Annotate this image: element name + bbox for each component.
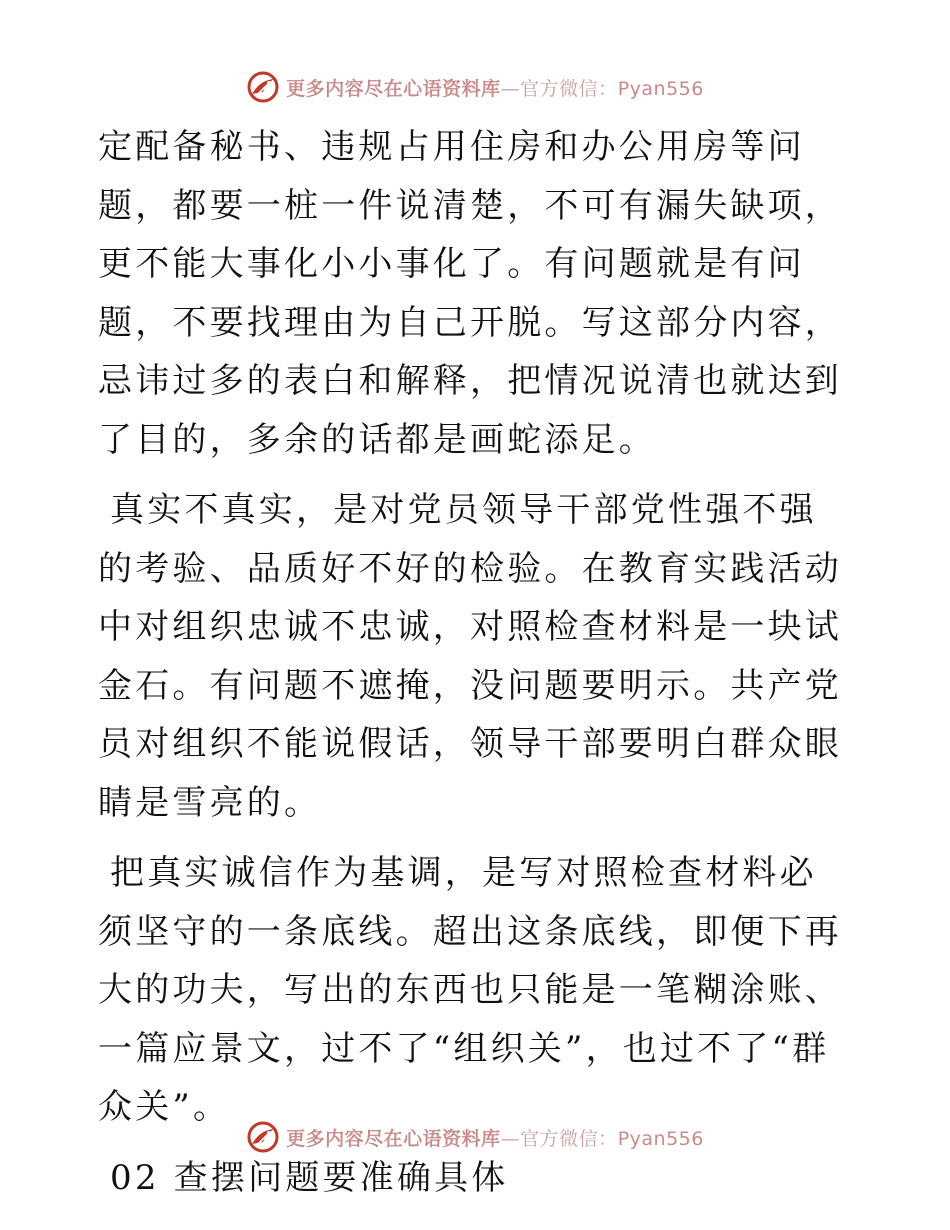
header-wechat-label: 官方微信：	[520, 77, 618, 100]
header-watermark-banner	[0, 70, 950, 104]
paragraph-2: 真实不真实，是对党员领导干部党性强不强的考验、品质好不好的检验。在教育实践活动中对组织忠诚不忠诚，对照检查材料是一块试金石。有问题不遮掩，没问题要明示。共产党员对组织不能说假话，领导干部要明白群众眼睛是雪亮的。	[98, 490, 842, 823]
footer-banner-text	[286, 1124, 704, 1151]
paragraph-3: 把真实诚信作为基调，是写对照检查材料必须坚守的一条底线。超出这条底线，即便下再大的功夫，写出的东西也只能是一笔糊涂账、一篇应景文，过不了“组织关”，也过不了“群众关”。	[98, 853, 842, 1127]
footer-separator: —	[500, 1127, 521, 1150]
pen-logo-icon	[246, 70, 280, 104]
footer-watermark-banner	[0, 1120, 950, 1154]
pen-logo-icon	[246, 1120, 280, 1154]
footer-wechat-label: 官方微信：	[520, 1127, 618, 1150]
paragraph-1: 定配备秘书、违规占用住房和办公用房等问题，都要一桩一件说清楚，不可有漏失缺项，更不能大事化小小事化了。有问题就是有问题，不要找理由为自己开脱。写这部分内容，忌讳过多的表白和解释，把情况说清也就达到了目的，多余的话都是画蛇添足。	[98, 127, 842, 460]
document-body	[98, 118, 852, 1207]
section-heading: 02 查摆问题要准确具体	[110, 1157, 509, 1198]
header-brand-text: 更多内容尽在心语资料库	[286, 77, 501, 100]
header-banner-text	[286, 74, 704, 101]
header-wechat-id: Pyan556	[617, 77, 704, 100]
footer-brand-text: 更多内容尽在心语资料库	[286, 1127, 501, 1150]
footer-wechat-id: Pyan556	[617, 1127, 704, 1150]
header-separator: —	[500, 77, 521, 100]
